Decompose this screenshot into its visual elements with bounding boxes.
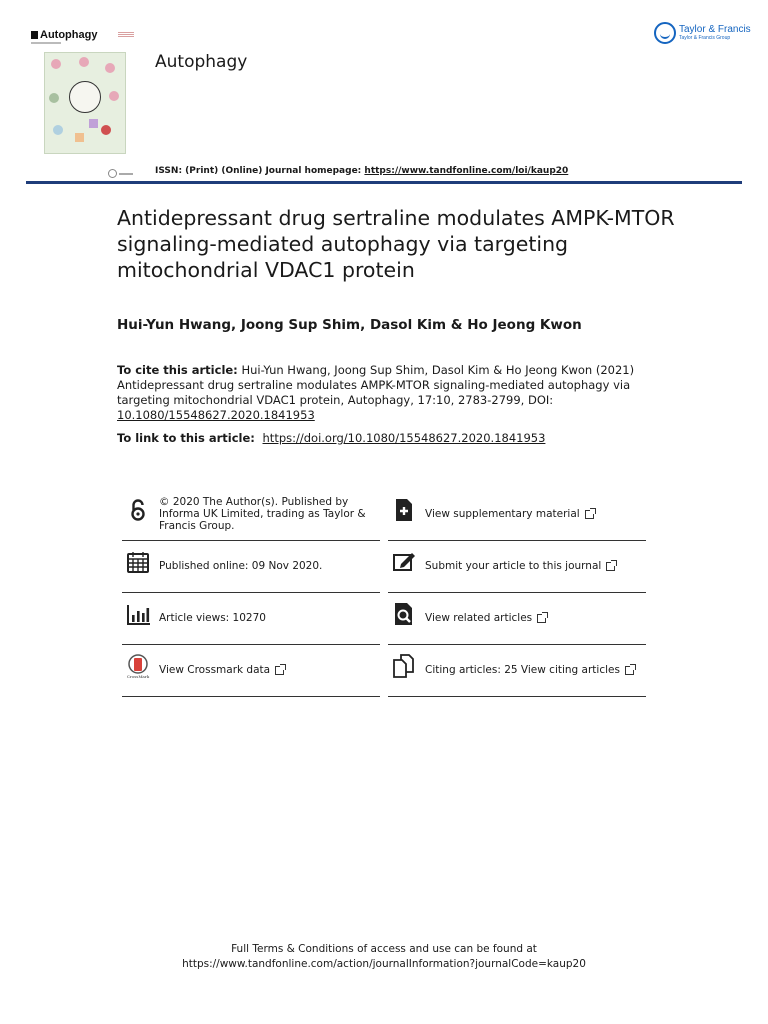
journal-cover-image: [44, 52, 126, 154]
citation-label: To cite this article:: [117, 363, 238, 377]
license-text: © 2020 The Author(s). Published by Informa UK Limited, trading as Taylor & Francis Group.: [159, 496, 366, 532]
cover-label-graphic: [118, 32, 134, 38]
published-date: Published online: 09 Nov 2020.: [159, 560, 323, 572]
article-link-label: To link to this article:: [117, 431, 255, 445]
issn-line: ISSN: (Print) (Online) Journal homepage: https://www.tandfonline.com/loi/kaup20: [155, 166, 569, 176]
submit-cell[interactable]: [388, 540, 646, 593]
journal-homepage-link[interactable]: https://www.tandfonline.com/loi/kaup20: [364, 166, 569, 176]
submit-link[interactable]: Submit your article to this journal: [425, 560, 602, 572]
external-link-icon: [606, 562, 615, 571]
external-link-icon: [625, 666, 634, 675]
terms-url-link[interactable]: https://www.tandfonline.com/action/journalInformation?journalCode=kaup20: [182, 958, 586, 970]
supplementary-link[interactable]: View supplementary material: [425, 508, 580, 520]
publisher-wave-icon: [654, 22, 676, 44]
article-link-line: [117, 431, 545, 445]
bar-chart-icon: [126, 602, 150, 626]
article-views: Article views: 10270: [159, 612, 266, 624]
citing-documents-icon: [392, 654, 416, 678]
open-access-icon: [126, 498, 150, 522]
external-link-icon: [585, 510, 594, 519]
article-title: Antidepressant drug sertraline modulates AMPK-MTOR signaling-mediated autophagy via targeting mitochondrial VDAC1 protein: [117, 206, 675, 282]
crossmark-link[interactable]: View Crossmark data: [159, 664, 271, 676]
crossmark-cell[interactable]: [122, 644, 380, 697]
related-articles-link[interactable]: View related articles: [425, 612, 533, 624]
article-doi-link[interactable]: https://doi.org/10.1080/15548627.2020.1841953: [262, 431, 546, 445]
citing-cell[interactable]: [388, 644, 646, 697]
terms-line: Full Terms & Conditions of access and use can be found at: [231, 943, 537, 955]
related-cell[interactable]: [388, 592, 646, 645]
citation-doi-link[interactable]: 10.1080/15548627.2020.1841953: [117, 408, 315, 422]
logo-subline: [31, 42, 61, 44]
journal-title: Autophagy: [155, 52, 248, 72]
header-divider: [26, 181, 742, 184]
cover-center-circle: [69, 81, 101, 113]
external-link-icon: [275, 666, 284, 675]
supplementary-cell[interactable]: [388, 488, 646, 541]
crossmark-icon-label: CrossMark: [126, 674, 150, 678]
terms-footer: [0, 942, 768, 972]
open-access-cell: [122, 488, 380, 541]
journal-logo-icon: [31, 31, 38, 39]
published-cell: [122, 540, 380, 593]
crossmark-icon: [126, 654, 150, 678]
article-authors: Hui-Yun Hwang, Joong Sup Shim, Dasol Kim & Ho Jeong Kwon: [117, 317, 582, 333]
publisher-group: Taylor & Francis Group: [679, 35, 731, 41]
external-link-icon: [537, 614, 546, 623]
publisher-name: Taylor & Francis: [679, 24, 751, 35]
citation-block: [117, 363, 637, 423]
citation-text: Hui-Yun Hwang, Joong Sup Shim, Dasol Kim & Ho Jeong Kwon (2021) Antidepressant drug sertraline modulates AMPK-MTOR signaling-mediated autophagy via targeting mitochondrial VDAC1 protein, Autophagy, 17:10, 2783-2799, DOI:: [117, 363, 635, 407]
journal-mini-logo: Autophagy: [31, 29, 97, 41]
search-document-icon: [392, 602, 416, 626]
supplementary-file-icon: [392, 498, 416, 522]
views-cell: [122, 592, 380, 645]
cover-publisher-mark: [108, 163, 134, 171]
citing-articles-link[interactable]: Citing articles: 25 View citing articles: [425, 664, 620, 676]
edit-icon: [392, 550, 416, 574]
publisher-logo[interactable]: [654, 22, 751, 44]
calendar-icon: [126, 550, 150, 574]
